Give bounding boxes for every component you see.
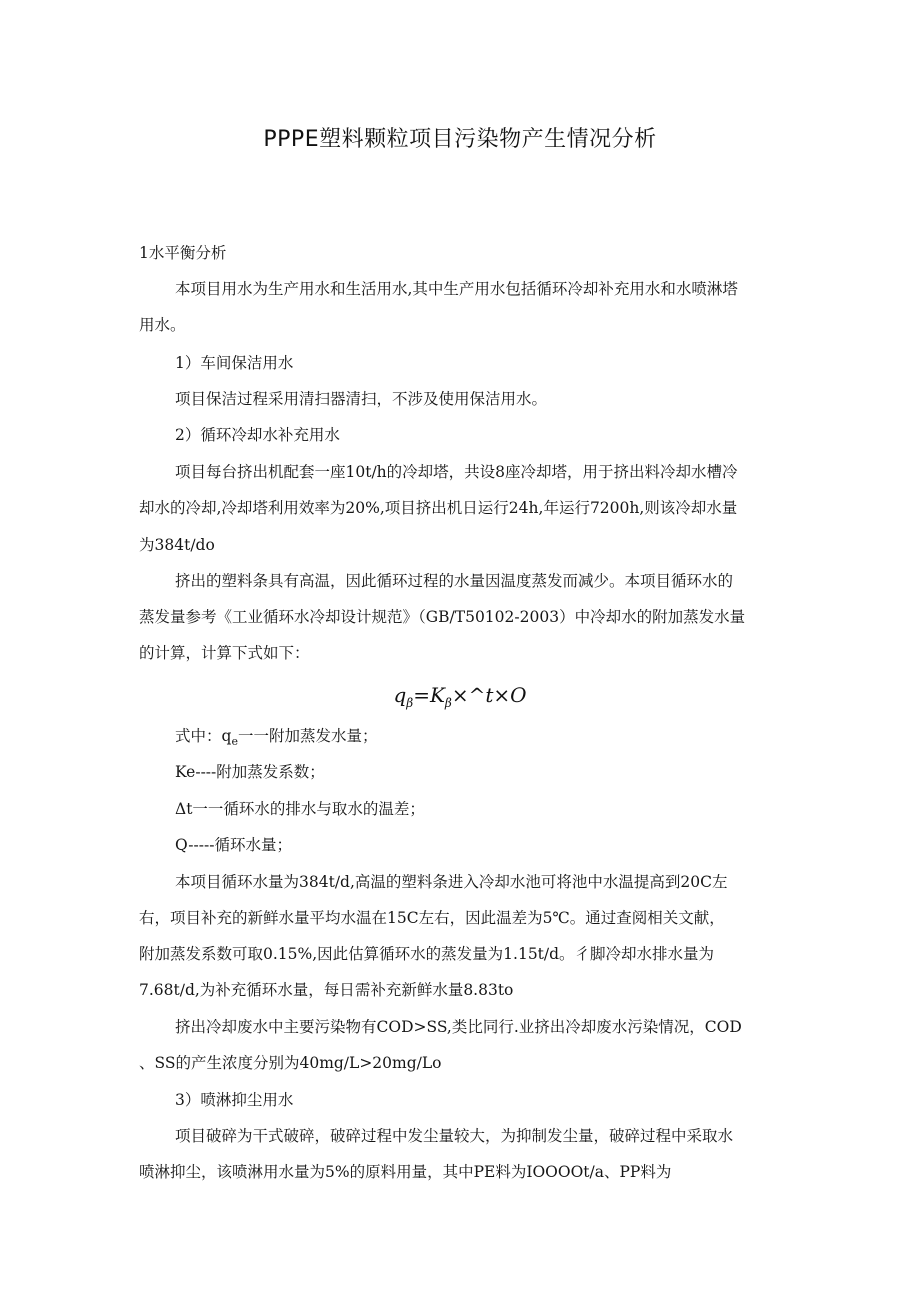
paragraph-line: 喷淋抑尘，该喷淋用水量为5%的原料用量，其中PE料为IOOOOt/a、PP料为 bbox=[139, 1163, 672, 1181]
definition-line: Q-----循环水量； bbox=[175, 836, 292, 854]
paragraph-line: 为384t∕do bbox=[139, 536, 215, 554]
paragraph-line: 项目保洁过程采用清扫器清扫，不涉及使用保洁用水。 bbox=[175, 390, 548, 408]
paragraph-line: 右，项目补充的新鲜水量平均水温在15C左右，因此温差为5℃。通过查阅相关文献， bbox=[139, 909, 725, 927]
paragraph-line: 蒸发量参考《工业循环水冷却设计规范》（GB/T50102-2003）中冷却水的附加蒸发水量 bbox=[139, 608, 746, 626]
item-heading: 3）喷淋抑尘用水 bbox=[175, 1091, 294, 1109]
definition-line: Ke----附加蒸发系数； bbox=[175, 763, 325, 781]
paragraph-line: 挤出冷却废水中主要污染物有COD>SS,类比同行.业挤出冷却废水污染情况，COD bbox=[175, 1018, 742, 1036]
section-heading: 1水平衡分析 bbox=[139, 244, 227, 262]
definition-line: 式中：$q_e$一一附加蒸发水量； bbox=[175, 727, 378, 748]
paragraph-line: 附加蒸发系数可取0.15%,因此估算循环水的蒸发量为1.15t∕d。彳脚冷却水排水量为 bbox=[139, 945, 715, 963]
paragraph-line: 却水的冷却,冷却塔利用效率为20%,项目挤出机日运行24h,年运行7200h,则该冷却水量 bbox=[139, 499, 738, 517]
paragraph-line: 本项目用水为生产用水和生活用水,其中生产用水包括循环冷却补充用水和水喷淋塔 bbox=[175, 280, 738, 298]
paragraph-line: 7.68t∕d,为补充循环水量，每日需补充新鲜水量8.83to bbox=[139, 981, 514, 999]
paragraph-line: 本项目循环水量为384t∕d,高温的塑料条进入冷却水池可将池中水温提高到20C左 bbox=[175, 873, 728, 891]
paragraph-line: 项目每台挤出机配套一座10t∕h的冷却塔，共设8座冷却塔，用于挤出料冷却水槽冷 bbox=[175, 463, 738, 481]
item-heading: 1）车间保洁用水 bbox=[175, 354, 294, 372]
paragraph-line: 的计算，计算下式如下： bbox=[139, 644, 310, 662]
definition-line: Δt一一循环水的排水与取水的温差； bbox=[175, 800, 425, 818]
paragraph-line: 用水。 bbox=[139, 316, 186, 334]
paragraph-line: 挤出的塑料条具有高温，因此循环过程的水量因温度蒸发而减少。本项目循环水的 bbox=[175, 572, 734, 590]
paragraph-line: 、SS的产生浓度分别为40mg∕L>20mg∕Lo bbox=[139, 1054, 442, 1072]
document-title: PPPE塑料颗粒项目污染物产生情况分析 bbox=[263, 127, 657, 152]
evaporation-formula: $q_\beta=K_\beta\times\^{}t\times O$ bbox=[393, 683, 527, 710]
paragraph-line: 项目破碎为干式破碎，破碎过程中发尘量较大，为抑制发尘量，破碎过程中采取水 bbox=[175, 1127, 734, 1145]
item-heading: 2）循环冷却水补充用水 bbox=[175, 426, 340, 444]
